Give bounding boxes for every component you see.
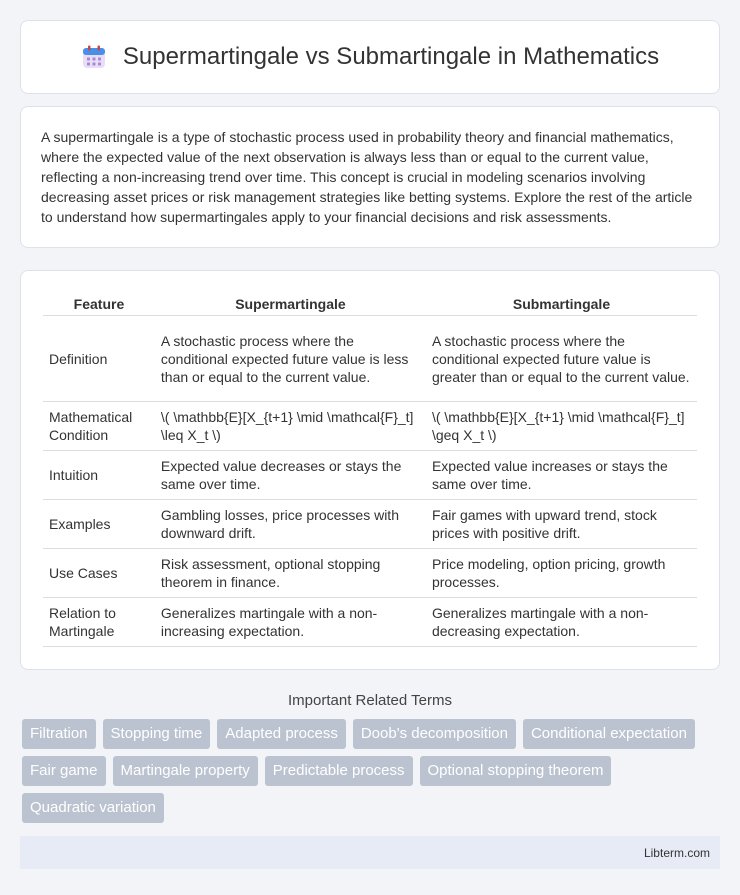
submartingale-cell: \( \mathbb{E}[X_{t+1} \mid \mathcal{F}_t] \geq X_t \) <box>426 402 697 451</box>
submartingale-cell: Generalizes martingale with a non-decreasing expectation. <box>426 598 697 647</box>
feature-cell: Mathematical Condition <box>43 402 155 451</box>
submartingale-cell: Expected value increases or stays the same over time. <box>426 451 697 500</box>
supermartingale-cell: A stochastic process where the conditional expected future value is less than or equal to the current value. <box>155 316 426 402</box>
table-row <box>43 549 697 598</box>
intro-text: A supermartingale is a type of stochastic process used in probability theory and financial mathematics, where the expected value of the next observation is always less than or equal to the current value, reflecting a non-increasing trend over time. This concept is crucial in modeling scenarios involving decreasing asset prices or risk management strategies like betting systems. Explore the rest of the article to understand how supermartingales apply to your financial decisions and risk assessments. <box>41 129 693 225</box>
term-tag-adapted-process[interactable]: Adapted process <box>217 719 346 749</box>
page-title: Supermartingale vs Submartingale in Mathematics <box>122 43 660 70</box>
intro-card <box>20 106 720 248</box>
page-header <box>20 20 720 94</box>
feature-cell: Intuition <box>43 451 155 500</box>
term-tag-fair-game[interactable]: Fair game <box>22 756 106 786</box>
supermartingale-cell: Expected value decreases or stays the same over time. <box>155 451 426 500</box>
submartingale-cell: Fair games with upward trend, stock prices with positive drift. <box>426 500 697 549</box>
related-terms-title: Important Related Terms <box>288 692 452 709</box>
calendar-icon <box>81 44 107 70</box>
term-tag-filtration[interactable]: Filtration <box>22 719 96 749</box>
table-row <box>43 451 697 500</box>
header-submartingale: Submartingale <box>426 289 697 316</box>
supermartingale-cell: Risk assessment, optional stopping theorem in finance. <box>155 549 426 598</box>
term-tag-predictable-process[interactable]: Predictable process <box>265 756 413 786</box>
table-row <box>43 598 697 647</box>
header-supermartingale: Supermartingale <box>155 289 426 316</box>
supermartingale-cell: Gambling losses, price processes with downward drift. <box>155 500 426 549</box>
supermartingale-cell: \( \mathbb{E}[X_{t+1} \mid \mathcal{F}_t] \leq X_t \) <box>155 402 426 451</box>
table-row <box>43 316 697 402</box>
term-tag-martingale-property[interactable]: Martingale property <box>113 756 258 786</box>
submartingale-cell: A stochastic process where the conditional expected future value is greater than or equal to the current value. <box>426 316 697 402</box>
page-footer <box>20 836 720 869</box>
supermartingale-cell: Generalizes martingale with a non-increasing expectation. <box>155 598 426 647</box>
comparison-table <box>43 289 697 647</box>
table-header-row <box>43 289 697 316</box>
submartingale-cell: Price modeling, option pricing, growth processes. <box>426 549 697 598</box>
table-row <box>43 500 697 549</box>
table-row <box>43 402 697 451</box>
term-tag-optional-stopping-theorem[interactable]: Optional stopping theorem <box>420 756 612 786</box>
comparison-card <box>20 270 720 670</box>
header-feature: Feature <box>43 289 155 316</box>
feature-cell: Definition <box>43 316 155 402</box>
term-tag-conditional-expectation[interactable]: Conditional expectation <box>523 719 695 749</box>
feature-cell: Examples <box>43 500 155 549</box>
footer-brand-link[interactable]: Libterm.com <box>643 845 710 860</box>
term-tag-stopping-time[interactable]: Stopping time <box>103 719 211 749</box>
feature-cell: Relation to Martingale <box>43 598 155 647</box>
related-terms-list <box>22 719 718 823</box>
term-tag-quadratic-variation[interactable]: Quadratic variation <box>22 793 164 823</box>
feature-cell: Use Cases <box>43 549 155 598</box>
term-tag-doobs-decomposition[interactable]: Doob's decomposition <box>353 719 516 749</box>
